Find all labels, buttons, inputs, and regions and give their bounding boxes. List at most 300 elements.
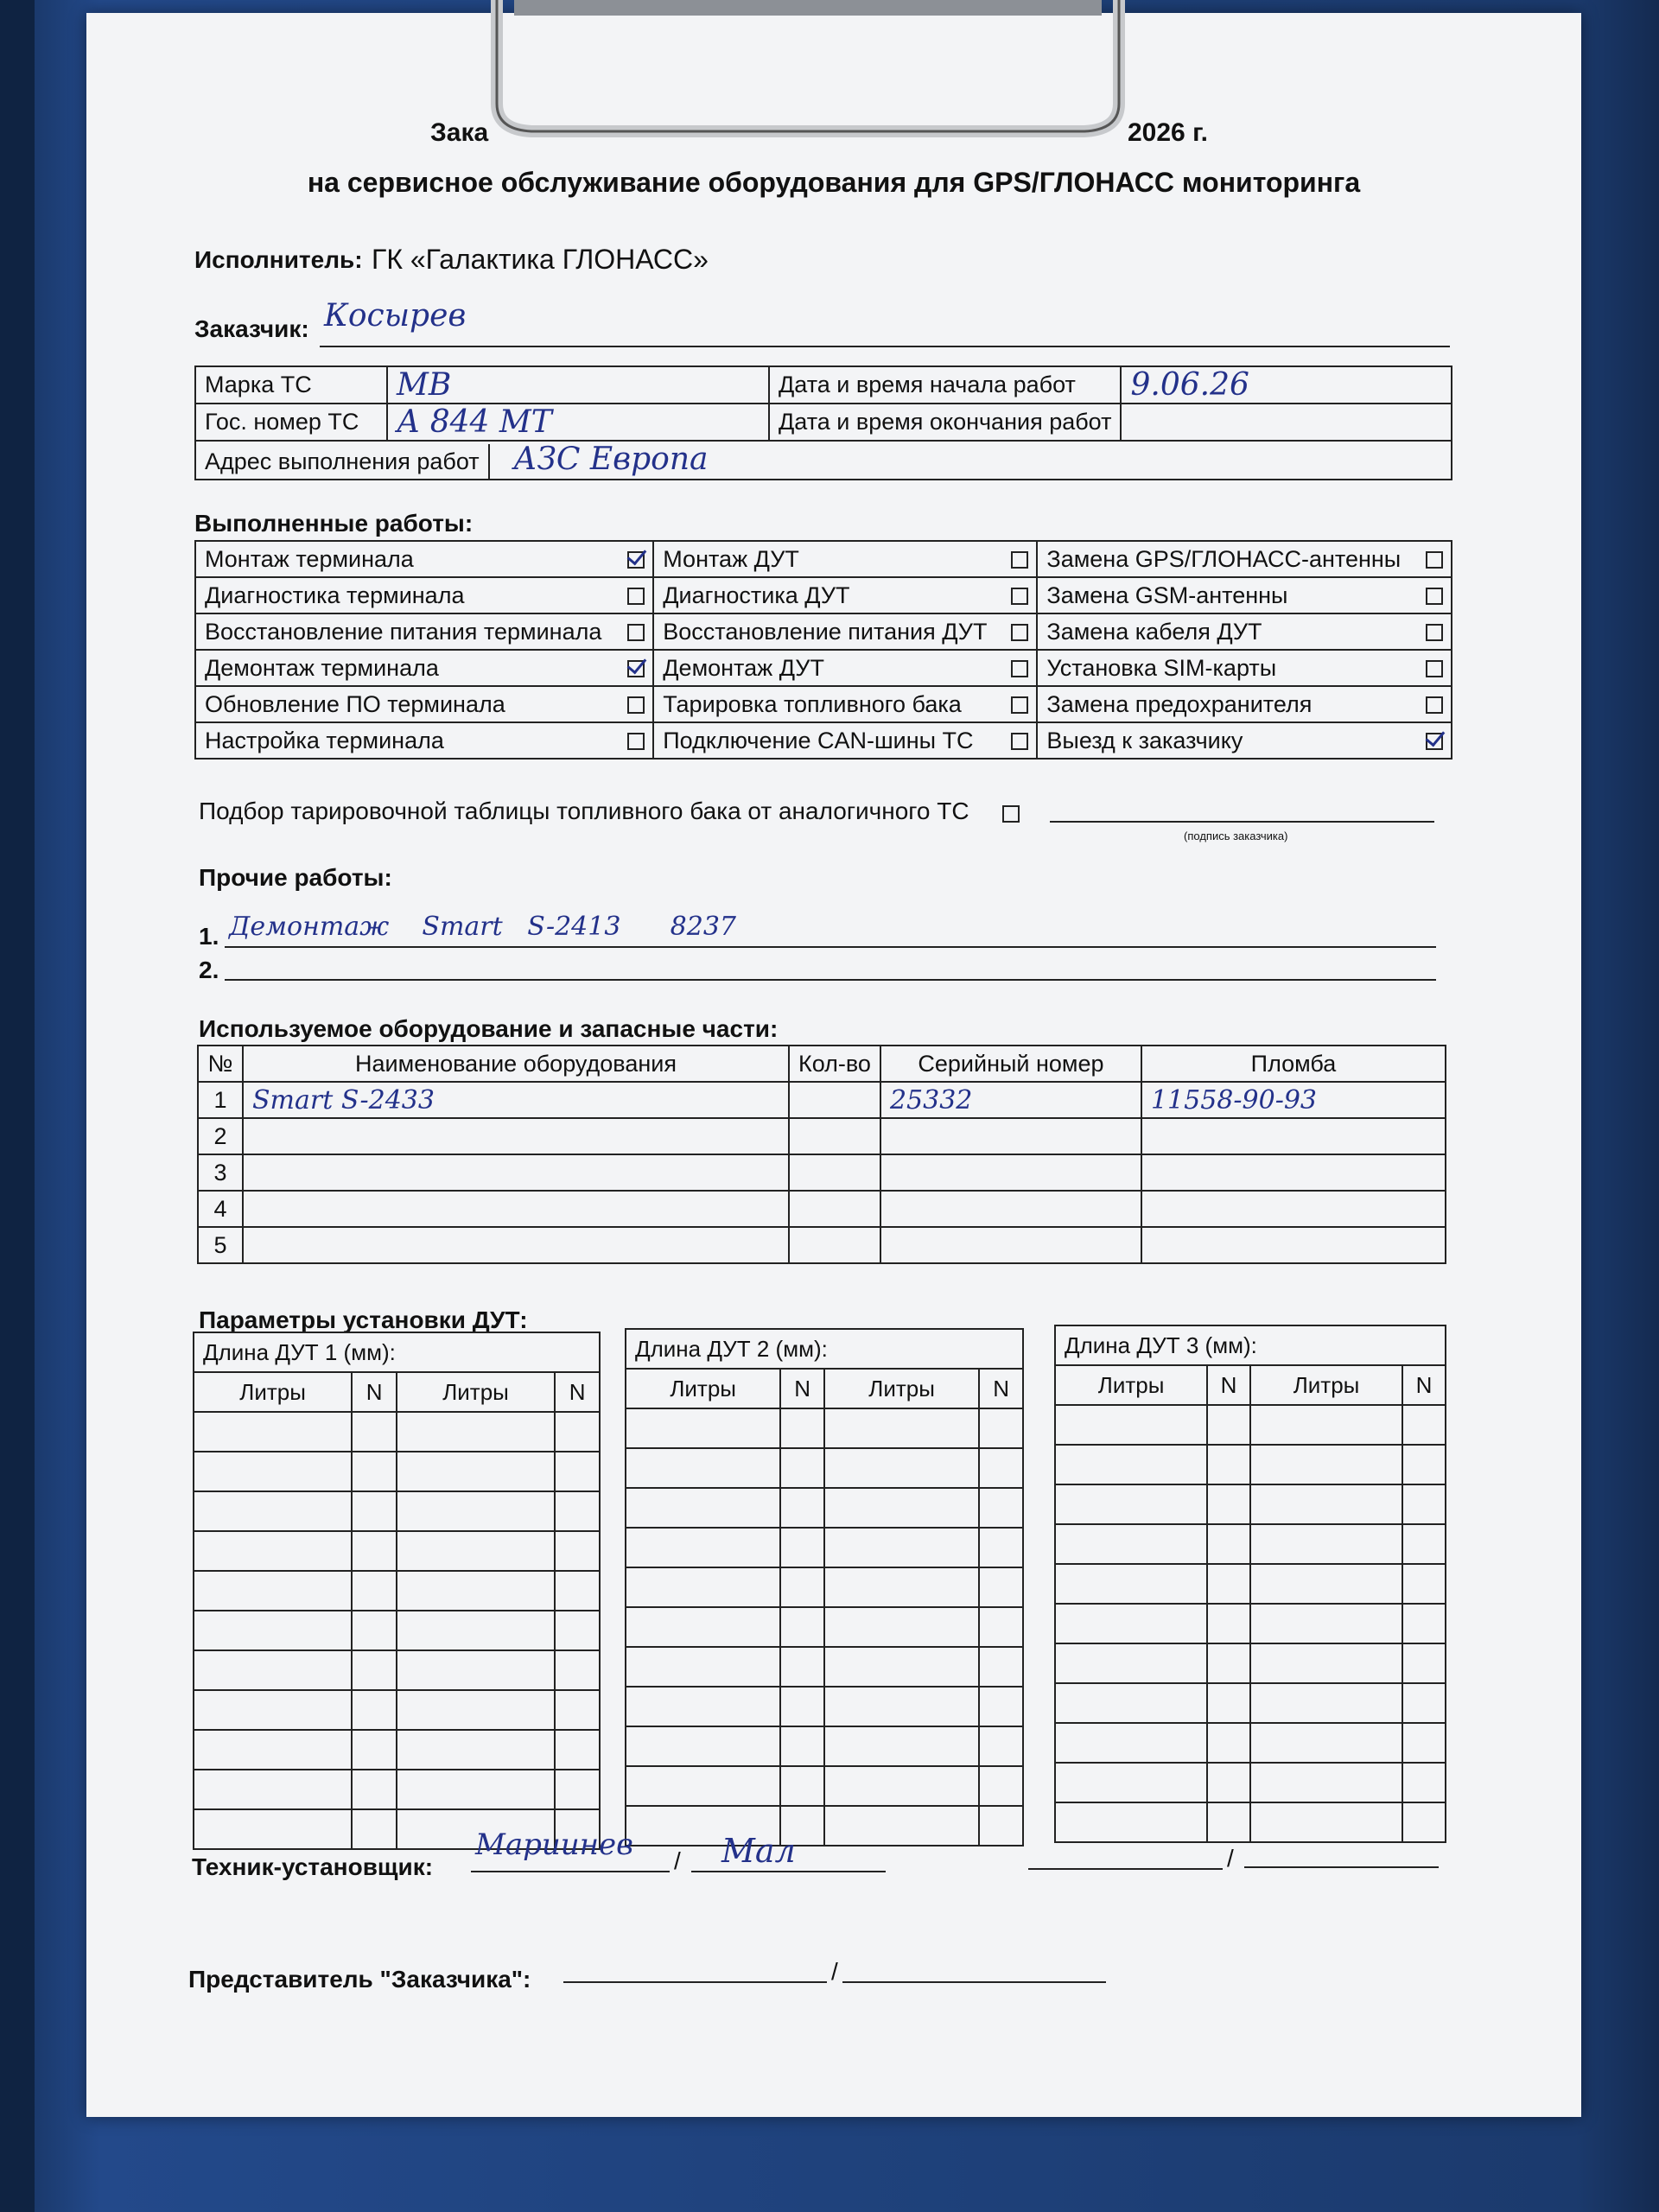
form-subtitle: на сервисное обслуживание оборудования для GPS/ГЛОНАСС мониторинга — [307, 167, 1361, 198]
dut-cell[interactable] — [1055, 1564, 1207, 1604]
dut-cell[interactable] — [979, 1448, 1023, 1488]
other-line1-underline — [225, 946, 1436, 948]
plate-value: А 844 МТ — [387, 404, 769, 441]
dut-cell[interactable] — [626, 1766, 780, 1806]
dut-row — [194, 1571, 600, 1611]
work-checkbox-cell — [1003, 722, 1037, 759]
dut-table-3 — [1054, 1325, 1446, 1843]
technician-label: Техник-установщик: — [192, 1853, 434, 1880]
dut-cell[interactable] — [194, 1611, 352, 1650]
equipment-cell: 4 — [198, 1191, 243, 1227]
dut-cell[interactable] — [1250, 1445, 1402, 1484]
work-checkbox[interactable] — [1426, 624, 1443, 641]
representative-label: Представитель "Заказчика": — [188, 1966, 531, 1993]
dut-cell[interactable] — [780, 1726, 824, 1766]
equipment-header: № — [198, 1046, 243, 1082]
dut-cell[interactable] — [1250, 1723, 1402, 1763]
dut-row — [626, 1687, 1023, 1726]
dut-row — [626, 1448, 1023, 1488]
dut-cell[interactable] — [1055, 1683, 1207, 1723]
dut-cell[interactable] — [1055, 1484, 1207, 1524]
work-checkbox[interactable] — [627, 588, 645, 605]
dut-cell[interactable] — [1402, 1604, 1446, 1643]
customer-label: Заказчик: — [194, 315, 309, 342]
start-value: 9.06.26 — [1121, 366, 1452, 404]
work-checkbox[interactable] — [627, 551, 645, 569]
dut-cell[interactable] — [824, 1647, 979, 1687]
dut-row — [1055, 1683, 1446, 1723]
dut-cell[interactable] — [352, 1491, 397, 1531]
work-checkbox-cell — [1003, 577, 1037, 613]
work-label: Замена GSM-антенны — [1037, 577, 1418, 613]
dut-caption: Длина ДУТ 1 (мм): — [194, 1332, 600, 1372]
work-label: Обновление ПО терминала — [195, 686, 620, 722]
dut-cell[interactable] — [194, 1809, 352, 1849]
dut-cell[interactable] — [1207, 1564, 1250, 1604]
second-name-line — [1028, 1868, 1223, 1870]
dut-cell[interactable] — [1402, 1524, 1446, 1564]
representative-name-line — [563, 1981, 827, 1983]
work-checkbox-cell — [620, 577, 653, 613]
dut-cell[interactable] — [780, 1607, 824, 1647]
dut-cell[interactable] — [352, 1531, 397, 1571]
dut-cell[interactable] — [1055, 1763, 1207, 1802]
dut-cell[interactable] — [1207, 1802, 1250, 1842]
work-checkbox-cell — [620, 613, 653, 650]
dut-table-1 — [193, 1332, 601, 1850]
dut-row — [626, 1528, 1023, 1567]
dut-cell[interactable] — [194, 1730, 352, 1770]
dut-cell[interactable] — [979, 1726, 1023, 1766]
dut-cell[interactable] — [1250, 1683, 1402, 1723]
dut-header: Литры — [397, 1372, 555, 1412]
equipment-cell: 1 — [198, 1082, 243, 1118]
technician-name: Мариинев — [475, 1827, 633, 1862]
dut-cell[interactable] — [626, 1607, 780, 1647]
dut-cell[interactable] — [555, 1611, 600, 1650]
start-label: Дата и время начала работ — [769, 366, 1121, 404]
dut-cell[interactable] — [979, 1647, 1023, 1687]
dut-cell[interactable] — [397, 1770, 555, 1809]
work-checkbox[interactable] — [1011, 696, 1028, 714]
equipment-cell — [1141, 1154, 1446, 1191]
dut-cell[interactable] — [352, 1571, 397, 1611]
dut-cell[interactable] — [979, 1806, 1023, 1846]
dut-cell[interactable] — [780, 1488, 824, 1528]
dut-cell[interactable] — [555, 1650, 600, 1690]
dut-row — [626, 1408, 1023, 1448]
dut-cell[interactable] — [1055, 1643, 1207, 1683]
customer-sign-line — [1050, 821, 1434, 823]
equipment-row — [198, 1118, 1446, 1154]
equipment-cell — [789, 1118, 880, 1154]
work-checkbox[interactable] — [1011, 733, 1028, 750]
dut-cell[interactable] — [1250, 1564, 1402, 1604]
equipment-cell: 25332 — [880, 1082, 1141, 1118]
work-checkbox[interactable] — [1426, 696, 1443, 714]
dut-row — [194, 1491, 600, 1531]
dut-cell[interactable] — [626, 1647, 780, 1687]
dut-cell[interactable] — [352, 1611, 397, 1650]
dut-row — [194, 1452, 600, 1491]
work-checkbox[interactable] — [1426, 588, 1443, 605]
dut-cell[interactable] — [626, 1687, 780, 1726]
work-label: Демонтаж ДУТ — [653, 650, 1003, 686]
dut-cell[interactable] — [1402, 1564, 1446, 1604]
dut-cell[interactable] — [1207, 1643, 1250, 1683]
other-heading: Прочие работы: — [199, 864, 392, 891]
dut-cell[interactable] — [979, 1607, 1023, 1647]
dut-row — [1055, 1763, 1446, 1802]
dut-cell[interactable] — [555, 1531, 600, 1571]
dut-cell[interactable] — [824, 1726, 979, 1766]
dut-cell[interactable] — [1250, 1763, 1402, 1802]
dut-row — [1055, 1405, 1446, 1445]
dut-row — [194, 1730, 600, 1770]
equipment-cell — [789, 1227, 880, 1263]
dut-cell[interactable] — [979, 1408, 1023, 1448]
dut-cell[interactable] — [626, 1726, 780, 1766]
dut-cell[interactable] — [1207, 1683, 1250, 1723]
dut-cell[interactable] — [352, 1690, 397, 1730]
dut-cell[interactable] — [1402, 1763, 1446, 1802]
dut-cell[interactable] — [979, 1488, 1023, 1528]
dut-cell[interactable] — [555, 1491, 600, 1531]
dut-cell[interactable] — [194, 1770, 352, 1809]
second-slash: / — [1227, 1845, 1234, 1872]
work-label: Выезд к заказчику — [1037, 722, 1418, 759]
dut-cell[interactable] — [1402, 1405, 1446, 1445]
technician-slash: / — [674, 1847, 681, 1874]
dut-cell[interactable] — [352, 1730, 397, 1770]
equipment-cell: 3 — [198, 1154, 243, 1191]
work-checkbox[interactable] — [627, 733, 645, 750]
work-label: Замена предохранителя — [1037, 686, 1418, 722]
work-label: Тарировка топливного бака — [653, 686, 1003, 722]
end-value — [1121, 404, 1452, 441]
equipment-row — [198, 1191, 1446, 1227]
service-order-form: Зака 2026 г. на сервисное обслуживание оборудования для GPS/ГЛОНАСС мониторинга Исполнитель: ГК «Галактика ГЛОНАСС» Заказчик: Косырев Марка ТС МВ Дата и время начала работ 9.06.26 Гос. номер ТС А 844 МТ Дата и время окончания работ Адрес выполнения работ АЗС Европа Выполненные работы: Монтаж терминала Монтаж ДУТ Замена GPS/ГЛОНАСС-антенны Диагностика терминала Диагностика ДУТ Замена GSM-антенны Восстановление питания терминала Восстановление питания ДУТ Замена кабеля ДУТ Демонтаж терминала Демонтаж ДУТ Установка SIM-карты Обновление ПО терминала Тарировка топливного бака Замена предохранителя Настройка терминала Подключение CAN-шины ТС Выезд к заказчику Подбор тарировочной таблицы топливного бака от аналогичного ТС (подпись заказчика) Прочие работы: 1. Демонтаж Smart S-2413 8237 2. Используемое оборудование и запасные части: № Наименование оборудования Кол-во Серийный номер Пломба 1 Smart S-2433 25332 11558-90-93 2 3 4 5 Параметры установки ДУТ: Длина ДУТ 1 (мм): Литры N Литры N Длина ДУТ 2 (мм): Литры N Литры N Длина ДУТ 3 (мм): Литры N Литры N Техник-установщик: Мариинев / Мал / Представитель "Заказчика": / — [86, 13, 1581, 2117]
dut-row — [1055, 1445, 1446, 1484]
dut-cell[interactable] — [979, 1528, 1023, 1567]
work-checkbox-cell — [620, 722, 653, 759]
representative-slash: / — [831, 1958, 838, 1985]
work-label: Диагностика терминала — [195, 577, 620, 613]
address-row — [195, 441, 1452, 480]
dut-cell[interactable] — [397, 1452, 555, 1491]
work-label: Замена кабеля ДУТ — [1037, 613, 1418, 650]
dut-cell[interactable] — [780, 1567, 824, 1607]
dut-cell[interactable] — [979, 1687, 1023, 1726]
dut-row — [194, 1770, 600, 1809]
dut-cell[interactable] — [824, 1607, 979, 1647]
dut-cell[interactable] — [397, 1650, 555, 1690]
dut-caption: Длина ДУТ 2 (мм): — [626, 1329, 1023, 1369]
technician-sign-line — [691, 1871, 886, 1872]
work-checkbox-cell — [1003, 650, 1037, 686]
dut-cell[interactable] — [780, 1766, 824, 1806]
dut-header: N — [352, 1372, 397, 1412]
work-checkbox-cell — [1418, 722, 1452, 759]
dut-cell[interactable] — [626, 1408, 780, 1448]
dut-cell[interactable] — [1250, 1405, 1402, 1445]
brand-value: МВ — [387, 366, 769, 404]
work-label: Подключение CAN-шины ТС — [653, 722, 1003, 759]
technician-signature: Мал — [721, 1832, 796, 1870]
dut-cell[interactable] — [1207, 1524, 1250, 1564]
dut-cell[interactable] — [397, 1412, 555, 1452]
dut-caption: Длина ДУТ 3 (мм): — [1055, 1325, 1446, 1365]
dut-cell[interactable] — [979, 1766, 1023, 1806]
dut-row — [626, 1806, 1023, 1846]
work-checkbox-cell — [1418, 541, 1452, 577]
dut-cell[interactable] — [1055, 1723, 1207, 1763]
dut-header: Литры — [194, 1372, 352, 1412]
dut-cell[interactable] — [397, 1491, 555, 1531]
plate-label: Гос. номер ТС — [195, 404, 387, 441]
equipment-cell: 11558-90-93 — [1141, 1082, 1446, 1118]
dut-cell[interactable] — [780, 1528, 824, 1567]
dut-cell[interactable] — [1207, 1604, 1250, 1643]
dut-row — [626, 1647, 1023, 1687]
dut-cell[interactable] — [194, 1412, 352, 1452]
end-label: Дата и время окончания работ — [769, 404, 1121, 441]
dut-heading: Параметры установки ДУТ: — [199, 1306, 528, 1333]
dut-cell[interactable] — [1055, 1802, 1207, 1842]
dut-row — [1055, 1723, 1446, 1763]
equipment-cell — [1141, 1227, 1446, 1263]
dut-header: N — [979, 1369, 1023, 1408]
work-label: Диагностика ДУТ — [653, 577, 1003, 613]
executor-label: Исполнитель: — [194, 246, 363, 273]
dut-row — [626, 1726, 1023, 1766]
dut-header: Литры — [1055, 1365, 1207, 1405]
equipment-cell — [1141, 1191, 1446, 1227]
dut-cell[interactable] — [397, 1690, 555, 1730]
dut-cell[interactable] — [194, 1452, 352, 1491]
dut-cell[interactable] — [1402, 1445, 1446, 1484]
work-checkbox[interactable] — [627, 696, 645, 714]
equipment-cell — [789, 1154, 880, 1191]
dut-cell[interactable] — [780, 1408, 824, 1448]
dut-cell[interactable] — [397, 1571, 555, 1611]
dut-cell[interactable] — [1055, 1405, 1207, 1445]
other-line1-number: 1. — [199, 923, 219, 950]
equipment-row — [198, 1154, 1446, 1191]
dut-cell[interactable] — [780, 1647, 824, 1687]
dut-cell[interactable] — [824, 1766, 979, 1806]
dut-row — [194, 1531, 600, 1571]
work-label: Замена GPS/ГЛОНАСС-антенны — [1037, 541, 1418, 577]
dut-header: N — [1402, 1365, 1446, 1405]
work-checkbox[interactable] — [1426, 660, 1443, 677]
dut-header: N — [1207, 1365, 1250, 1405]
brand-label: Марка ТС — [195, 366, 387, 404]
work-checkbox-cell — [1418, 650, 1452, 686]
dut-row — [194, 1690, 600, 1730]
equipment-table — [197, 1045, 1446, 1264]
second-sign-line — [1244, 1866, 1439, 1868]
dut-cell[interactable] — [824, 1448, 979, 1488]
dut-cell[interactable] — [1207, 1405, 1250, 1445]
dut-cell[interactable] — [555, 1452, 600, 1491]
equipment-cell: Smart S-2433 — [243, 1082, 789, 1118]
works-heading: Выполненные работы: — [194, 510, 474, 537]
dut-cell[interactable] — [1250, 1802, 1402, 1842]
work-label: Восстановление питания ДУТ — [653, 613, 1003, 650]
clipboard-edge — [0, 0, 35, 2212]
other-line2-number: 2. — [199, 957, 219, 983]
dut-cell[interactable] — [824, 1806, 979, 1846]
address-label: Адрес выполнения работ — [196, 444, 490, 479]
dut-cell[interactable] — [1207, 1484, 1250, 1524]
dut-cell[interactable] — [824, 1488, 979, 1528]
work-checkbox[interactable] — [1011, 551, 1028, 569]
dut-row — [1055, 1484, 1446, 1524]
dut-cell[interactable] — [555, 1730, 600, 1770]
dut-row — [194, 1412, 600, 1452]
dut-cell[interactable] — [1055, 1445, 1207, 1484]
representative-sign-line — [842, 1981, 1106, 1983]
customer-underline — [320, 346, 1450, 347]
dut-cell[interactable] — [1250, 1484, 1402, 1524]
dut-row — [1055, 1643, 1446, 1683]
dut-cell[interactable] — [1055, 1604, 1207, 1643]
work-label: Монтаж терминала — [195, 541, 620, 577]
dut-cell[interactable] — [555, 1412, 600, 1452]
dut-cell[interactable] — [1402, 1484, 1446, 1524]
equipment-row — [198, 1082, 1446, 1118]
work-checkbox-cell — [620, 650, 653, 686]
dut-cell[interactable] — [626, 1448, 780, 1488]
technician-name-line — [471, 1871, 670, 1872]
work-label: Монтаж ДУТ — [653, 541, 1003, 577]
work-checkbox[interactable] — [1426, 551, 1443, 569]
work-checkbox-cell — [1418, 613, 1452, 650]
work-checkbox[interactable] — [1426, 733, 1443, 750]
dut-cell[interactable] — [352, 1452, 397, 1491]
dut-cell[interactable] — [194, 1650, 352, 1690]
dut-header: Литры — [1250, 1365, 1402, 1405]
vehicle-table — [194, 365, 1452, 480]
clipboard-clip — [480, 0, 1136, 151]
dut-cell[interactable] — [194, 1531, 352, 1571]
dut-table-2 — [625, 1328, 1024, 1847]
dut-cell[interactable] — [824, 1408, 979, 1448]
work-checkbox[interactable] — [1011, 588, 1028, 605]
dut-cell[interactable] — [194, 1491, 352, 1531]
work-checkbox[interactable] — [1011, 624, 1028, 641]
dut-cell[interactable] — [780, 1448, 824, 1488]
work-checkbox-cell — [1003, 541, 1037, 577]
equipment-cell — [243, 1191, 789, 1227]
dut-cell[interactable] — [626, 1528, 780, 1567]
equipment-cell: 5 — [198, 1227, 243, 1263]
dut-cell[interactable] — [1207, 1445, 1250, 1484]
work-checkbox-cell — [1003, 686, 1037, 722]
dut-cell[interactable] — [1402, 1723, 1446, 1763]
dut-cell[interactable] — [1402, 1683, 1446, 1723]
tariff-checkbox[interactable] — [1002, 805, 1020, 823]
address-value: АЗС Европа — [513, 442, 709, 477]
other-line2-underline — [225, 979, 1436, 981]
dut-row — [1055, 1524, 1446, 1564]
dut-cell[interactable] — [1402, 1802, 1446, 1842]
work-checkbox-cell — [620, 686, 653, 722]
work-checkbox[interactable] — [627, 624, 645, 641]
dut-row — [1055, 1564, 1446, 1604]
dut-cell[interactable] — [352, 1770, 397, 1809]
dut-header: Литры — [824, 1369, 979, 1408]
dut-row — [626, 1488, 1023, 1528]
equipment-cell — [880, 1118, 1141, 1154]
equipment-header: Наименование оборудования — [243, 1046, 789, 1082]
dut-cell[interactable] — [1055, 1524, 1207, 1564]
dut-cell[interactable] — [397, 1730, 555, 1770]
equipment-cell — [880, 1191, 1141, 1227]
dut-row — [626, 1766, 1023, 1806]
dut-cell[interactable] — [352, 1650, 397, 1690]
dut-cell[interactable] — [1250, 1643, 1402, 1683]
dut-cell[interactable] — [555, 1571, 600, 1611]
work-checkbox[interactable] — [1011, 660, 1028, 677]
dut-cell[interactable] — [555, 1770, 600, 1809]
work-checkbox-cell — [1003, 613, 1037, 650]
dut-cell[interactable] — [352, 1809, 397, 1849]
dut-cell[interactable] — [824, 1528, 979, 1567]
dut-cell[interactable] — [194, 1690, 352, 1730]
dut-row — [626, 1567, 1023, 1607]
dut-cell[interactable] — [824, 1687, 979, 1726]
executor-value: ГК «Галактика ГЛОНАСС» — [372, 244, 709, 275]
dut-cell[interactable] — [1402, 1643, 1446, 1683]
dut-cell[interactable] — [626, 1488, 780, 1528]
dut-cell[interactable] — [1207, 1763, 1250, 1802]
equipment-cell — [243, 1227, 789, 1263]
tariff-label: Подбор тарировочной таблицы топливного бака от аналогичного ТС — [199, 798, 969, 824]
dut-cell[interactable] — [1250, 1604, 1402, 1643]
equipment-cell — [789, 1082, 880, 1118]
work-label: Демонтаж терминала — [195, 650, 620, 686]
dut-cell[interactable] — [626, 1567, 780, 1607]
equipment-heading: Используемое оборудование и запасные части: — [199, 1015, 779, 1042]
dut-cell[interactable] — [824, 1567, 979, 1607]
customer-sign-caption: (подпись заказчика) — [1184, 830, 1288, 842]
work-label: Установка SIM-карты — [1037, 650, 1418, 686]
customer-value: Косырев — [324, 298, 467, 334]
dut-cell[interactable] — [555, 1690, 600, 1730]
dut-cell[interactable] — [979, 1567, 1023, 1607]
work-label: Настройка терминала — [195, 722, 620, 759]
dut-cell[interactable] — [397, 1531, 555, 1571]
dut-row — [194, 1650, 600, 1690]
equipment-cell — [1141, 1118, 1446, 1154]
dut-cell[interactable] — [780, 1687, 824, 1726]
dut-cell[interactable] — [352, 1412, 397, 1452]
equipment-cell — [880, 1154, 1141, 1191]
equipment-cell — [880, 1227, 1141, 1263]
dut-header: Литры — [626, 1369, 780, 1408]
equipment-cell — [243, 1118, 789, 1154]
work-checkbox[interactable] — [627, 660, 645, 677]
dut-cell[interactable] — [1207, 1723, 1250, 1763]
dut-cell[interactable] — [194, 1571, 352, 1611]
work-checkbox-cell — [1418, 577, 1452, 613]
other-line1-value: Демонтаж Smart S-2413 8237 — [229, 912, 737, 942]
dut-row — [1055, 1802, 1446, 1842]
dut-cell[interactable] — [397, 1611, 555, 1650]
dut-cell[interactable] — [1250, 1524, 1402, 1564]
